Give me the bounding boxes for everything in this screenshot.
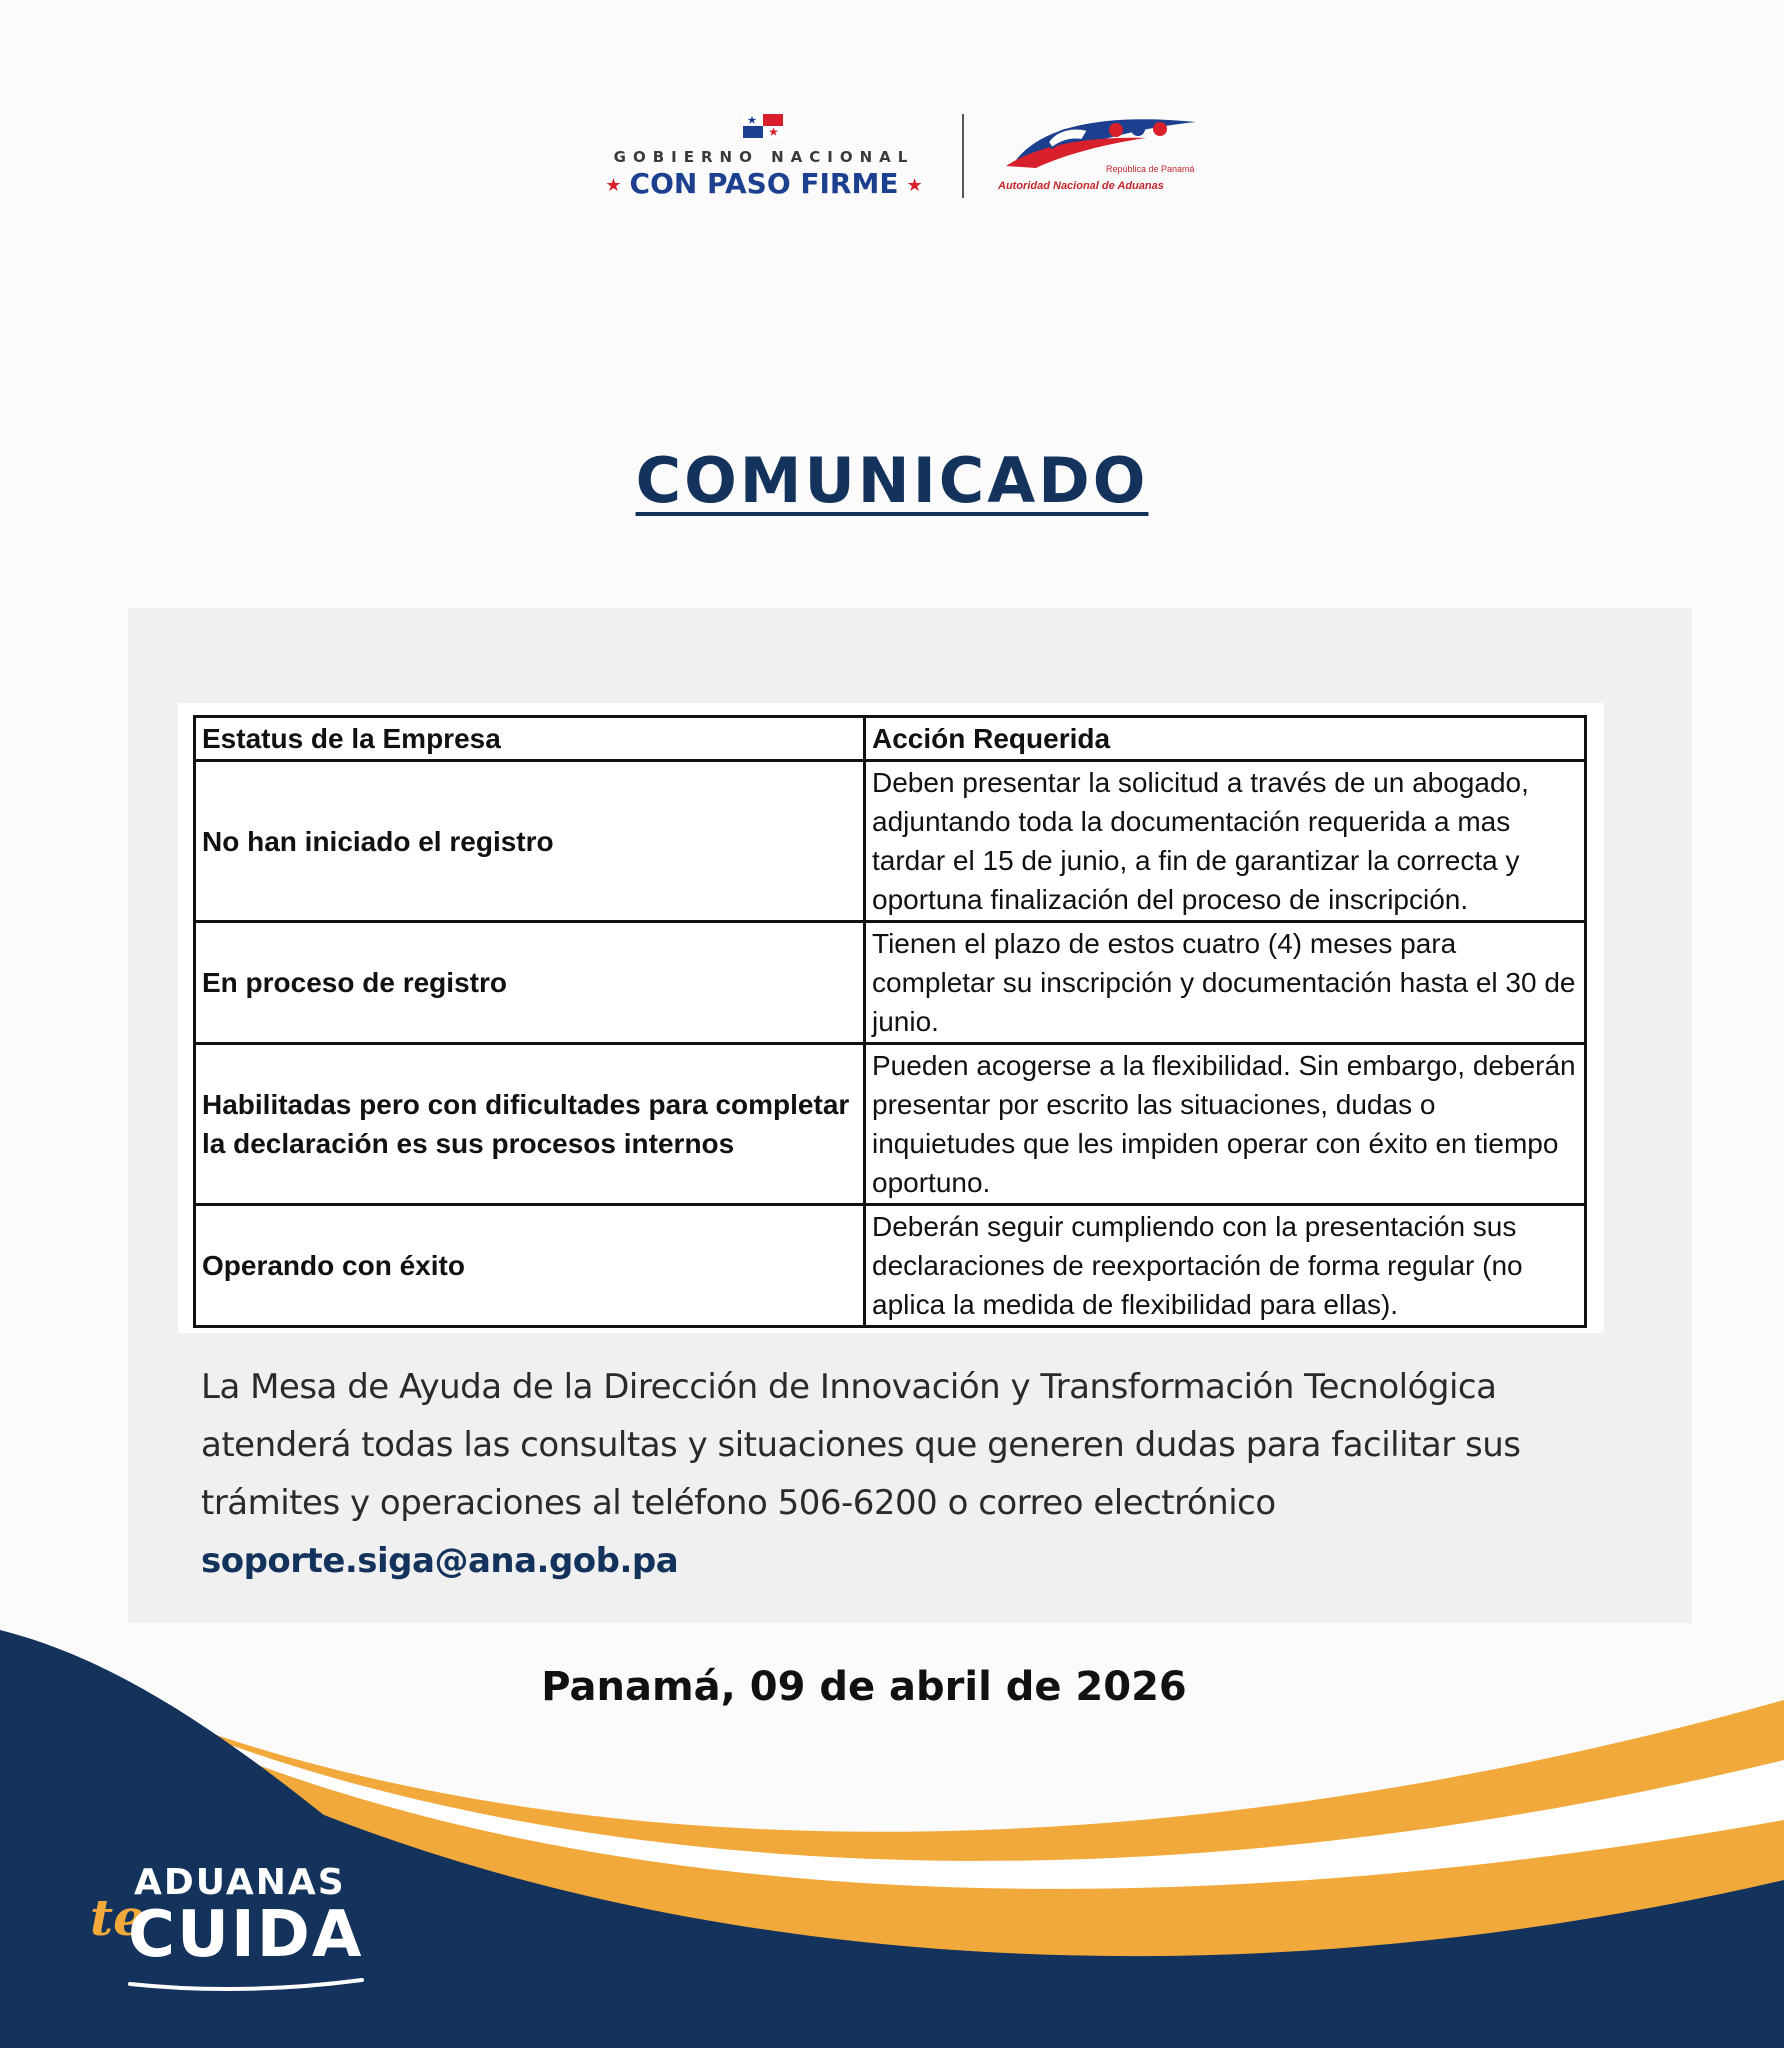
- row-action: Deberán seguir cumpliendo con la presentación sus declaraciones de reexportación de forma regular (no aplica la medida de flexibilidad para ellas).: [865, 1205, 1586, 1327]
- header-logos: [0, 112, 1784, 202]
- table-row: [195, 761, 1586, 922]
- row-status: Habilitadas pero con dificultades para completar la declaración es sus procesos internos: [195, 1044, 865, 1205]
- help-desk-text: La Mesa de Ayuda de la Dirección de Innovación y Transformación Tecnológica atenderá todas las consultas y situaciones que generen dudas para facilitar sus trámites y operaciones al teléfono 506-6200 o correo electrónico: [201, 1367, 1521, 1523]
- government-line-1: GOBIERNO NACIONAL: [613, 148, 915, 166]
- brand-bottom-word: CUIDA: [128, 1898, 364, 1972]
- table-container: [178, 703, 1604, 1333]
- agency-name: Autoridad Nacional de Aduanas: [998, 180, 1164, 192]
- customs-emblem-icon: [996, 112, 1200, 172]
- table-row: [195, 922, 1586, 1044]
- logo-divider: [962, 114, 964, 198]
- help-desk-paragraph: [201, 1358, 1631, 1590]
- aduanas-te-cuida-logo: [90, 1862, 380, 2002]
- row-action: Deben presentar la solicitud a través de un abogado, adjuntando toda la documentación requerida a mas tardar el 15 de junio, a fin de garantizar la correcta y oportuna finalización del proceso de inscripción.: [865, 761, 1586, 922]
- row-status: No han iniciado el registro: [195, 761, 865, 922]
- row-status: En proceso de registro: [195, 922, 865, 1044]
- star-icon: ★: [906, 174, 923, 196]
- status-table: [193, 715, 1587, 1328]
- table-header-row: [195, 717, 1586, 761]
- row-status: Operando con éxito: [195, 1205, 865, 1327]
- content-panel: [128, 608, 1692, 1623]
- row-action: Tienen el plazo de estos cuatro (4) meses para completar su inscripción y documentación hasta el 30 de junio.: [865, 922, 1586, 1044]
- government-slogan: CON PASO FIRME: [629, 167, 899, 200]
- page-title: COMUNICADO: [635, 444, 1149, 517]
- header-action: Acción Requerida: [865, 717, 1586, 761]
- government-line-2: [586, 167, 942, 200]
- brand-swoosh-icon: [126, 1974, 366, 1994]
- brand-top-word: ADUANAS: [134, 1862, 346, 1903]
- support-email-link[interactable]: soporte.siga@ana.gob.pa: [201, 1541, 679, 1581]
- header-status: Estatus de la Empresa: [195, 717, 865, 761]
- table-row: [195, 1044, 1586, 1205]
- issue-date: Panamá, 09 de abril de 2026: [541, 1664, 1187, 1710]
- brand-script-word: te: [90, 1888, 145, 1947]
- table-row: [195, 1205, 1586, 1327]
- agency-country: República de Panamá: [1106, 164, 1195, 174]
- star-icon: ★: [605, 174, 622, 196]
- government-logo: [586, 112, 942, 202]
- row-action: Pueden acogerse a la flexibilidad. Sin embargo, deberán presentar por escrito las situaciones, dudas o inquietudes que les impiden operar con éxito en tiempo oportuno.: [865, 1044, 1586, 1205]
- panama-flag-icon: [743, 114, 783, 138]
- customs-authority-logo: [996, 112, 1200, 202]
